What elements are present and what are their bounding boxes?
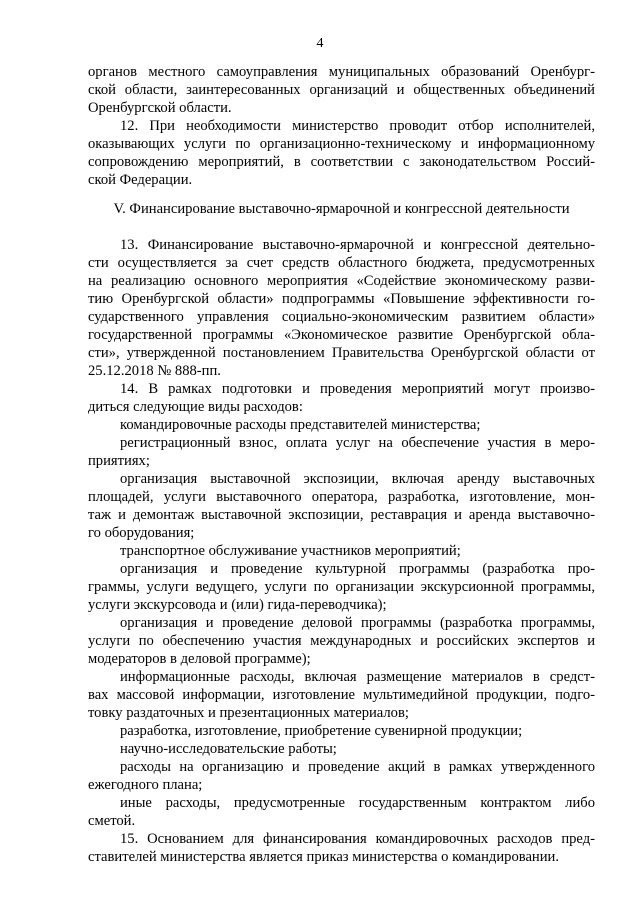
paragraph-line: оказывающих услуги по организационно-техническому и информационному	[88, 136, 595, 152]
paragraph-line: Оренбургской области.	[88, 100, 232, 116]
list-item: вах массовой информации, изготовление мультимедийной продукции, подго-	[88, 687, 595, 703]
list-item: го оборудования;	[88, 525, 195, 541]
list-item: транспортное обслуживание участников мероприятий;	[120, 543, 461, 559]
paragraph-line: сопровождению мероприятий, в соответствии с законодательством Россий-	[88, 154, 595, 170]
paragraph-line: 13. Финансирование выставочно-ярмарочной и конгрессной деятельно-	[120, 237, 595, 253]
paragraph-line: 12. При необходимости министерство проводит отбор исполнителей,	[120, 118, 595, 134]
list-item: таж и демонтаж выставочной экспозиции, реставрация и аренда выставочно-	[88, 507, 595, 523]
page-number: 4	[316, 36, 324, 51]
list-item: организация выставочной экспозиции, включая аренду выставочных	[120, 471, 595, 487]
list-item: разработка, изготовление, приобретение сувенирной продукции;	[120, 723, 523, 739]
list-item: организация и проведение деловой программы (разработка программы,	[120, 615, 595, 631]
list-item: организация и проведение культурной программы (разработка про-	[120, 561, 595, 577]
list-item: услуги по обеспечению участия международных и российских экспертов и	[88, 633, 595, 649]
list-item: иные расходы, предусмотренные государственным контрактом либо	[120, 795, 595, 811]
paragraph-line: государственной программы «Экономическое развитие Оренбургской обла-	[88, 327, 595, 343]
paragraph-line: тию Оренбургской области» подпрограммы «Повышение эффективности го-	[88, 291, 595, 307]
list-item: ежегодного плана;	[88, 777, 203, 793]
paragraph-line: 14. В рамках подготовки и проведения мероприятий могут произво-	[120, 381, 595, 397]
list-item: информационные расходы, включая размещение материалов в средст-	[120, 669, 595, 685]
paragraph-line: органов местного самоуправления муниципальных образований Оренбург-	[88, 64, 595, 80]
paragraph-line: сти осуществляется за счет средств областного бюджета, предусмотренных	[88, 255, 595, 271]
list-item: модераторов в деловой программе);	[88, 651, 311, 667]
paragraph-line: диться следующие виды расходов:	[88, 399, 303, 415]
list-item: площадей, услуги выставочного оператора, разработка, изготовление, мон-	[88, 489, 595, 505]
paragraph-line: сударственного управления социально-экономическим развитием области»	[88, 309, 595, 325]
paragraph-line: на реализацию основного мероприятия «Содействие экономическому разви-	[88, 273, 595, 289]
list-item: расходы на организацию и проведение акций в рамках утвержденного	[120, 759, 595, 775]
list-item: научно-исследовательские работы;	[120, 741, 337, 757]
paragraph-line: ставителей министерства является приказ министерства о командировании.	[88, 849, 560, 865]
list-item: услуги экскурсовода и (или) гида-переводчика);	[88, 597, 387, 613]
section-heading: V. Финансирование выставочно-ярмарочной и конгрессной деятельности	[113, 201, 570, 217]
paragraph-line: 15. Основанием для финансирования командировочных расходов пред-	[120, 831, 595, 847]
list-item: приятиях;	[88, 453, 150, 469]
paragraph-line: ской области, заинтересованных организаций и общественных объединений	[88, 82, 595, 98]
list-item: сметой.	[88, 813, 136, 829]
list-item: регистрационный взнос, оплата услуг на обеспечение участия в меро-	[120, 435, 595, 451]
paragraph-line: 25.12.2018 № 888-пп.	[88, 363, 221, 379]
paragraph-line: сти», утвержденной постановлением Правительства Оренбургской области от	[88, 345, 595, 361]
list-item: граммы, услуги ведущего, услуги по организации экскурсионной программы,	[88, 579, 595, 595]
list-item: товку раздаточных и презентационных материалов;	[88, 705, 409, 721]
list-item: командировочные расходы представителей министерства;	[120, 417, 481, 433]
paragraph-line: ской Федерации.	[88, 172, 193, 188]
